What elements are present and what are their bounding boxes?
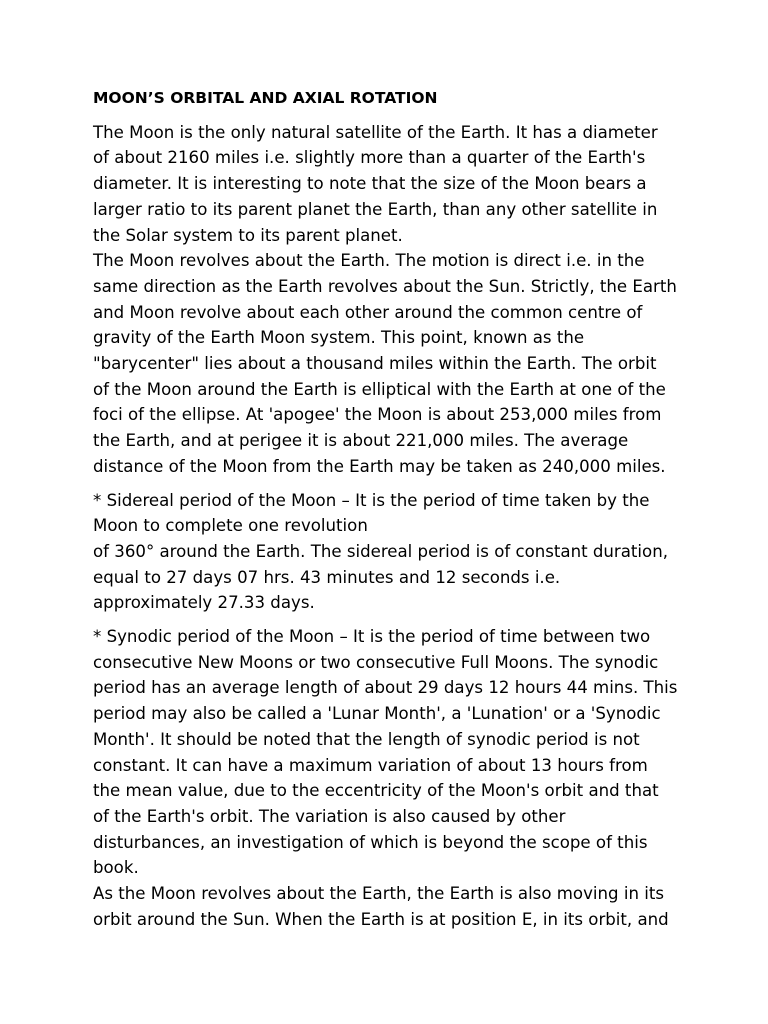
text-line: The Moon revolves about the Earth. The motion is direct i.e. in the xyxy=(93,251,645,271)
text-line: constant. It can have a maximum variation of about 13 hours from xyxy=(93,755,648,775)
paragraph-moon-intro xyxy=(93,120,683,249)
text-line: Moon to complete one revolution xyxy=(93,516,368,536)
text-line: of the Moon around the Earth is elliptical with the Earth at one of the xyxy=(93,379,666,399)
text-line: the mean value, due to the eccentricity of the Moon's orbit and that xyxy=(93,781,659,801)
text-line: of the Earth's orbit. The variation is also caused by other xyxy=(93,806,566,826)
paragraph-sidereal-period xyxy=(93,488,683,617)
text-line: and Moon revolve about each other around the common centre of xyxy=(93,302,643,322)
text-line: of about 2160 miles i.e. slightly more than a quarter of the Earth's xyxy=(93,148,646,168)
text-line: larger ratio to its parent planet the Earth, than any other satellite in xyxy=(93,199,658,219)
text-line: As the Moon revolves about the Earth, the Earth is also moving in its xyxy=(93,884,664,904)
document-page xyxy=(93,86,683,933)
text-line: * Sidereal period of the Moon – It is the period of time taken by the xyxy=(93,490,650,510)
text-line: disturbances, an investigation of which is beyond the scope of this xyxy=(93,832,648,852)
text-line: consecutive New Moons or two consecutive Full Moons. The synodic xyxy=(93,652,659,672)
text-line: approximately 27.33 days. xyxy=(93,593,315,613)
text-line: distance of the Moon from the Earth may be taken as 240,000 miles. xyxy=(93,456,666,476)
text-line: The Moon is the only natural satellite of the Earth. It has a diameter xyxy=(93,122,658,142)
text-line: Month'. It should be noted that the length of synodic period is not xyxy=(93,729,640,749)
text-line: period may also be called a 'Lunar Month', a 'Lunation' or a 'Synodic xyxy=(93,704,661,724)
text-line: the Solar system to its parent planet. xyxy=(93,225,403,245)
paragraph-earth-orbit xyxy=(93,881,683,932)
document-title: MOON’S ORBITAL AND AXIAL ROTATION xyxy=(93,89,438,107)
text-line: equal to 27 days 07 hrs. 43 minutes and 12 seconds i.e. xyxy=(93,567,561,587)
text-line: book. xyxy=(93,858,139,878)
paragraph-moon-revolution xyxy=(93,248,683,479)
text-line: period has an average length of about 29 days 12 hours 44 mins. This xyxy=(93,678,678,698)
text-line: * Synodic period of the Moon – It is the period of time between two xyxy=(93,627,651,647)
text-line: orbit around the Sun. When the Earth is at position E, in its orbit, and xyxy=(93,909,669,929)
text-line: gravity of the Earth Moon system. This point, known as the xyxy=(93,328,585,348)
text-line: "barycenter" lies about a thousand miles within the Earth. The orbit xyxy=(93,354,657,374)
text-line: same direction as the Earth revolves about the Sun. Strictly, the Earth xyxy=(93,276,677,296)
text-line: diameter. It is interesting to note that the size of the Moon bears a xyxy=(93,174,647,194)
text-line: the Earth, and at perigee it is about 221,000 miles. The average xyxy=(93,431,629,451)
text-line: foci of the ellipse. At 'apogee' the Moon is about 253,000 miles from xyxy=(93,405,662,425)
paragraph-synodic-period xyxy=(93,624,683,881)
text-line: of 360° around the Earth. The sidereal period is of constant duration, xyxy=(93,541,668,561)
